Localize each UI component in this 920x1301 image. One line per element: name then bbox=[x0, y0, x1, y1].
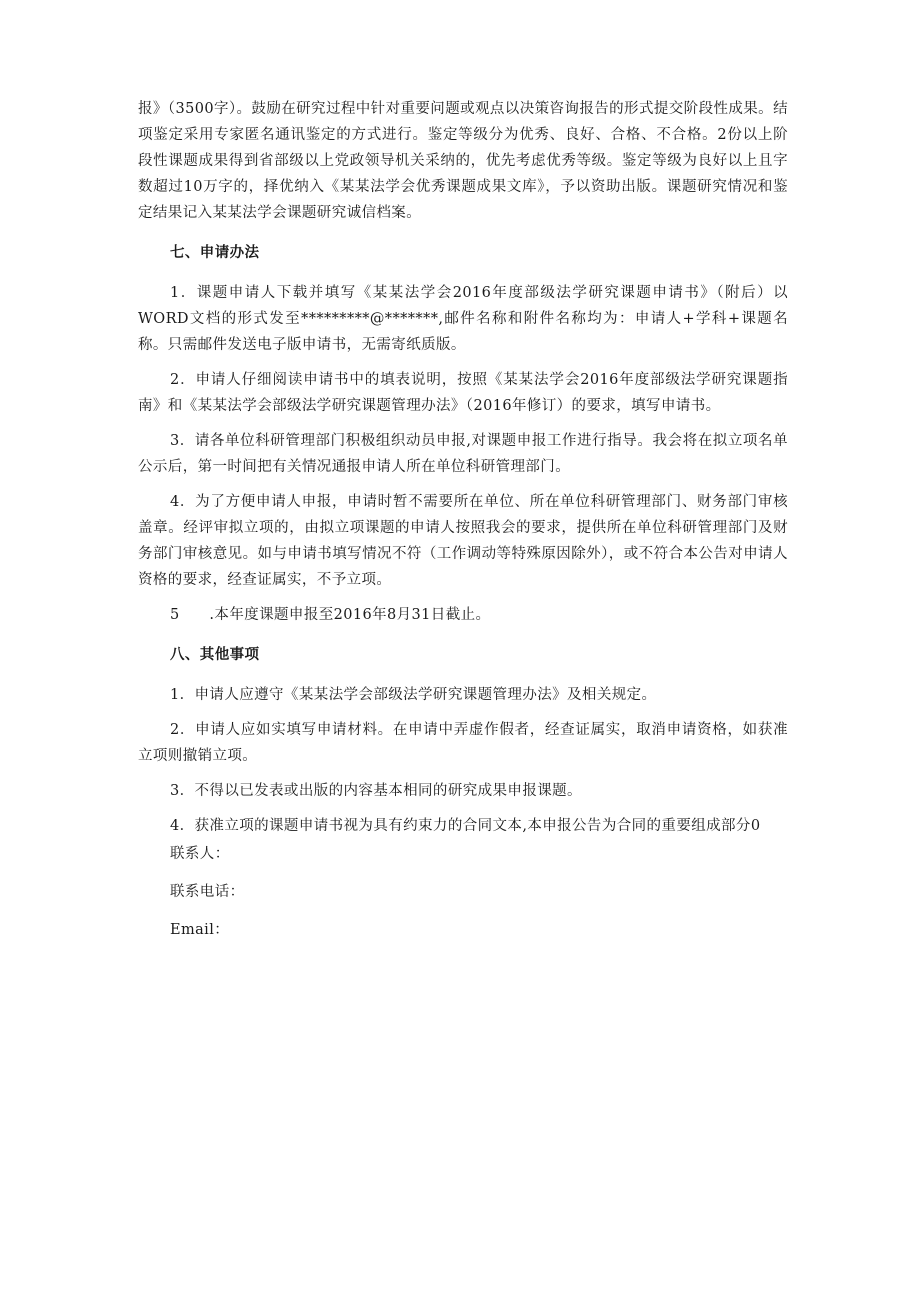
section-8-heading: 八、其他事项 bbox=[170, 647, 260, 663]
section-8-item-4: 4．获准立项的课题申请书视为具有约束力的合同文本,本申报公告为合同的重要组成部分0 bbox=[170, 818, 761, 834]
contact-person-label: 联系人： bbox=[170, 846, 230, 862]
section-8-item-2: 2．申请人应如实填写申请材料。在申请中弄虚作假者，经查证属实，取消申请资格，如获准立项则撤销立项。 bbox=[138, 722, 788, 764]
section-7-item-1: 1．课题申请人下载并填写《某某法学会2016年度部级法学研究课题申请书》（附后）以WORD文档的形式发至*********@*******,邮件名称和附件名称均为：申请人+学科+课题名称。只需邮件发送电子版申请书，无需寄纸质版。 bbox=[138, 285, 788, 353]
contact-phone-label: 联系电话： bbox=[170, 884, 245, 900]
section-7-item-3: 3．请各单位科研管理部门积极组织动员申报,对课题申报工作进行指导。我会将在拟立项名单公示后，第一时间把有关情况通报申请人所在单位科研管理部门。 bbox=[138, 433, 788, 475]
section-7-item-4: 4．为了方便申请人申报，申请时暂不需要所在单位、所在单位科研管理部门、财务部门审核盖章。经评审拟立项的，由拟立项课题的申请人按照我会的要求，提供所在单位科研管理部门及财务部门审核意见。如与申请书填写情况不符（工作调动等特殊原因除外），或不符合本公告对申请人资格的要求，经查证属实，不予立项。 bbox=[138, 494, 788, 588]
section-7-item-5: 5 .本年度课题申报至2016年8月31日截止。 bbox=[170, 607, 491, 623]
document-page bbox=[138, 96, 788, 955]
section-8-item-3: 3．不得以已发表或出版的内容基本相同的研究成果申报课题。 bbox=[170, 783, 582, 799]
contact-email-label: Email： bbox=[170, 922, 230, 938]
section-7-item-2: 2．申请人仔细阅读申请书中的填表说明，按照《某某法学会2016年度部级法学研究课题指南》和《某某法学会部级法学研究课题管理办法》（2016年修订）的要求，填写申请书。 bbox=[138, 372, 788, 414]
section-7-heading: 七、申请办法 bbox=[170, 245, 260, 261]
section-8-item-1: 1．申请人应遵守《某某法学会部级法学研究课题管理办法》及相关规定。 bbox=[170, 687, 657, 703]
intro-paragraph: 报》（3500字）。鼓励在研究过程中针对重要问题或观点以决策咨询报告的形式提交阶段性成果。结项鉴定采用专家匿名通讯鉴定的方式进行。鉴定等级分为优秀、良好、合格、不合格。2份以上阶段性课题成果得到省部级以上党政领导机关采纳的，优先考虑优秀等级。鉴定等级为良好以上且字数超过10万字的，择优纳入《某某法学会优秀课题成果文库》，予以资助出版。课题研究情况和鉴定结果记入某某法学会课题研究诚信档案。 bbox=[138, 101, 788, 221]
